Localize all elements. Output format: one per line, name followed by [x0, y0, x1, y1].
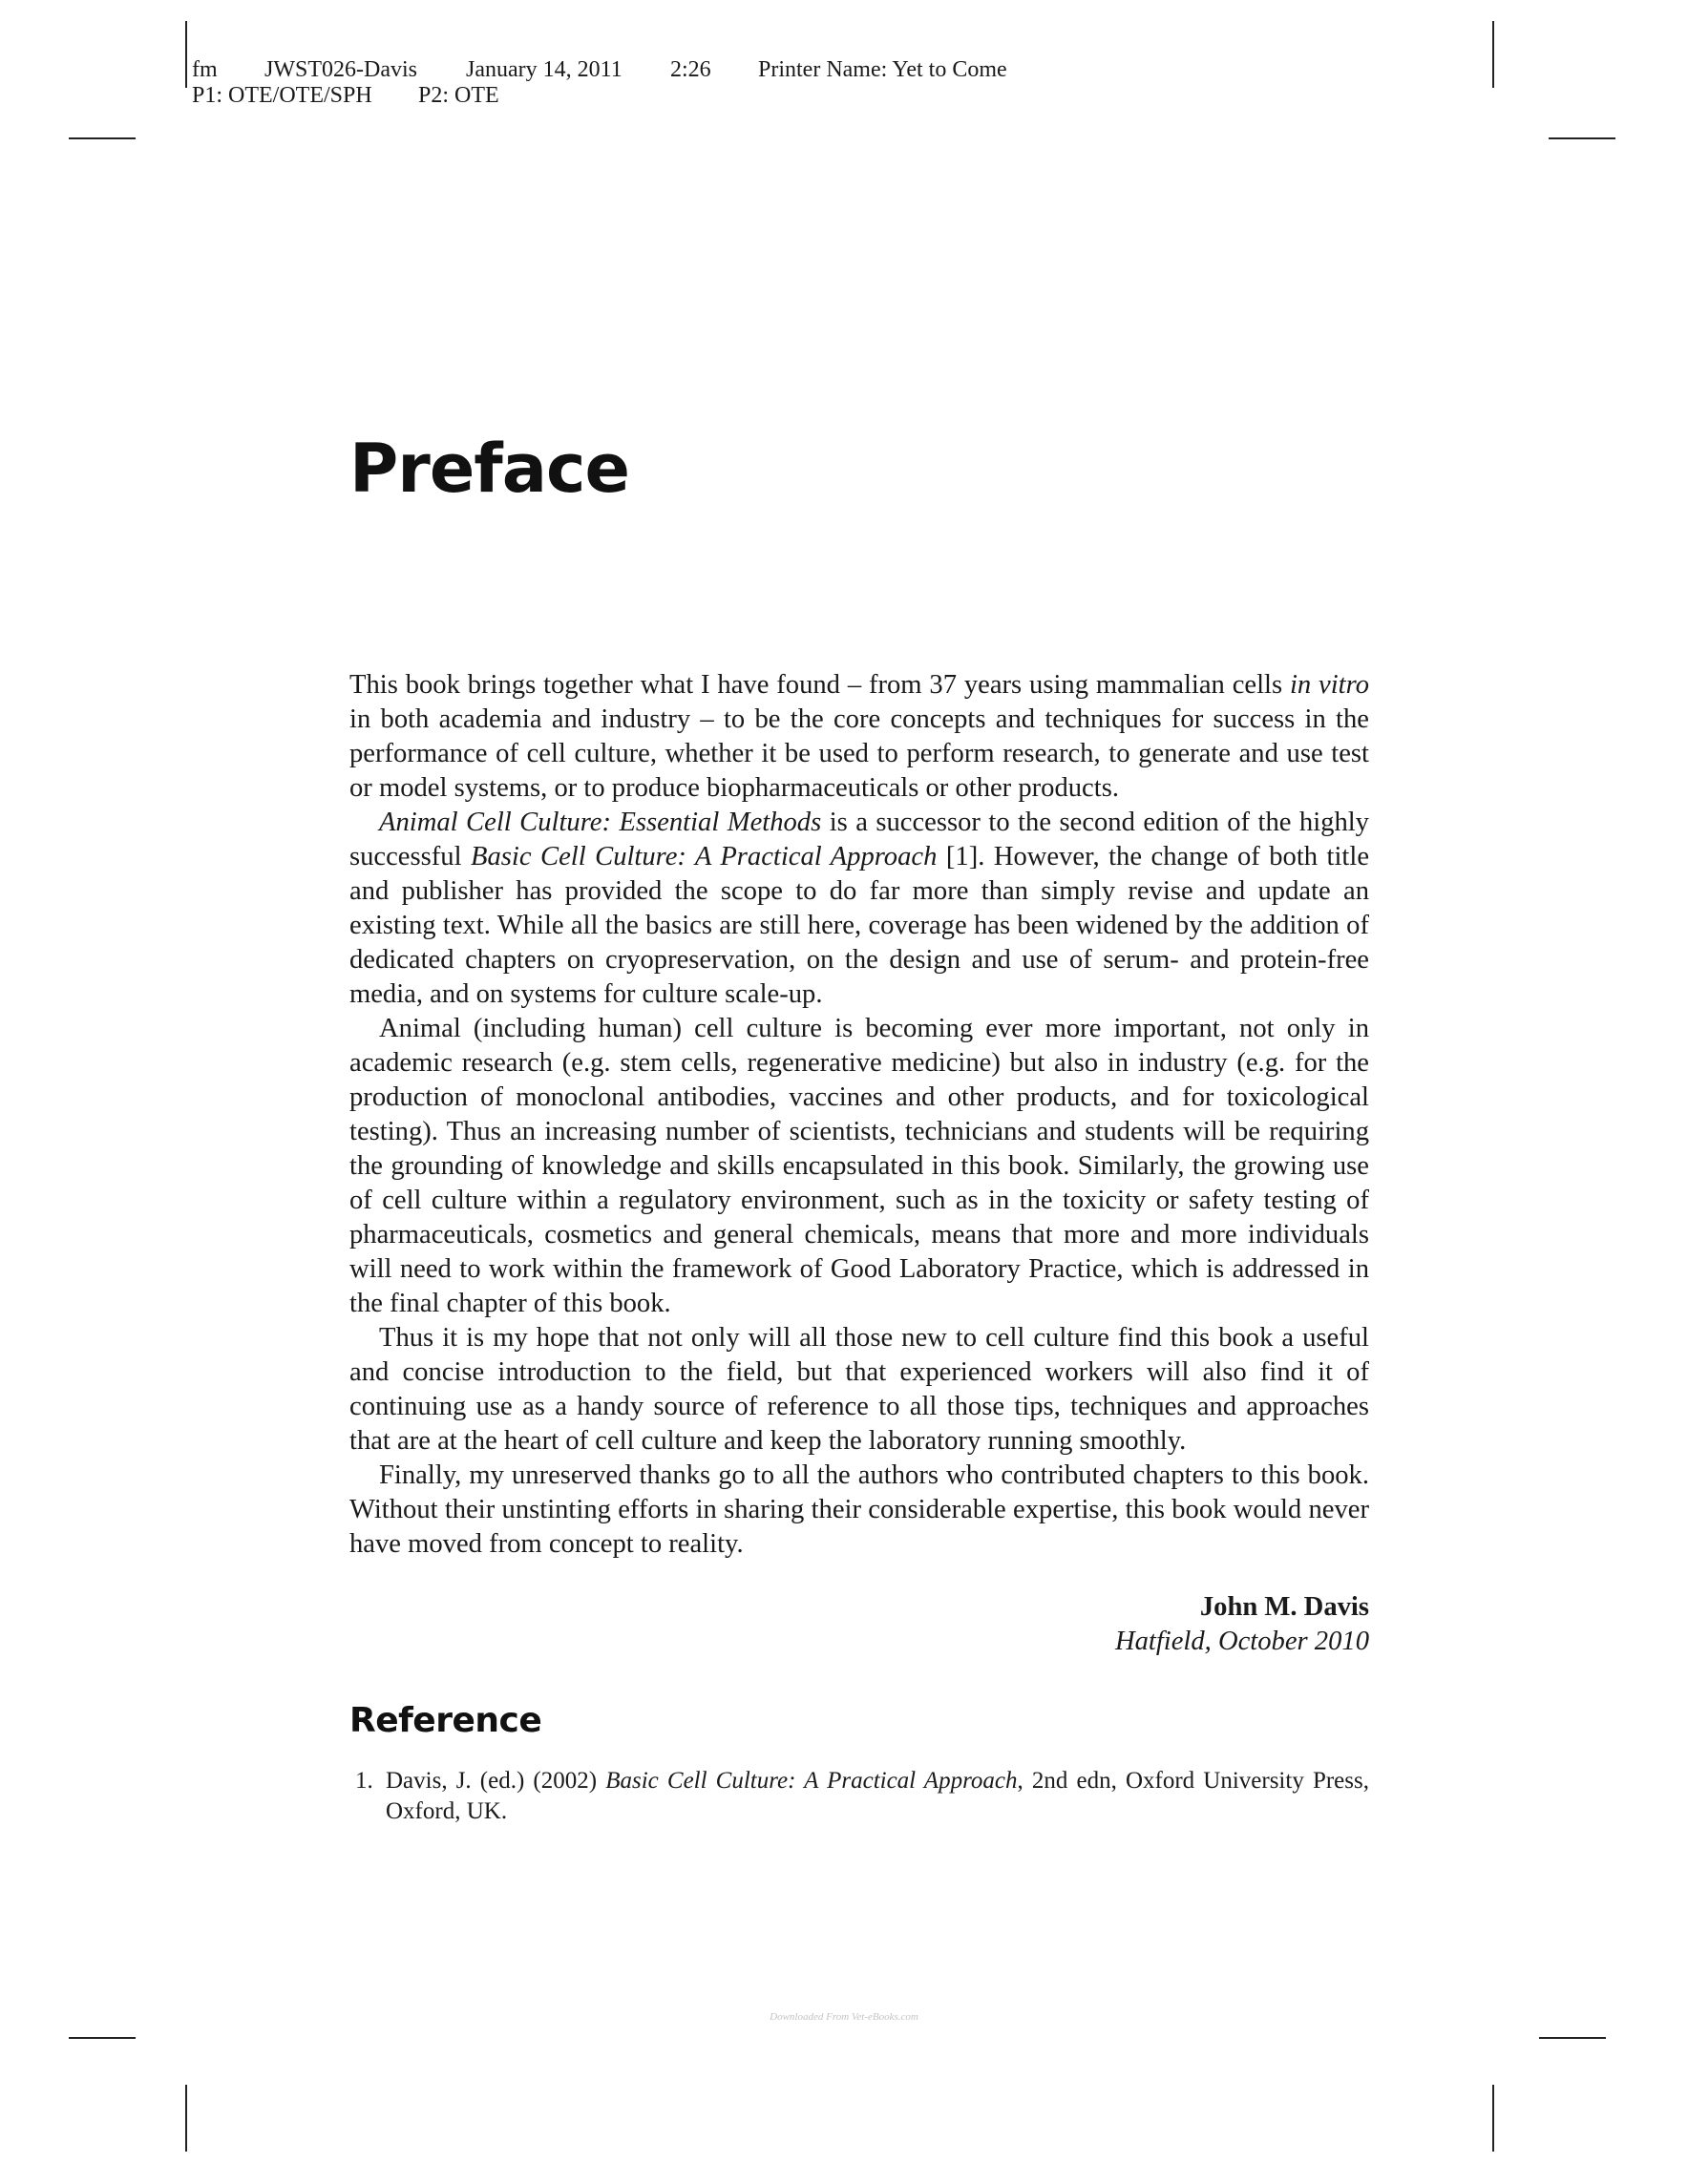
paragraph-5: Finally, my unreserved thanks go to all the authors who contributed chapters to this book. Without their unstinting efforts in sharing their considerable expertise, this book would never have moved from concept to reality. — [349, 1460, 1369, 1559]
reference-pre: Davis, J. (ed.) (2002) — [386, 1768, 606, 1794]
reference-heading: Reference — [349, 1701, 542, 1740]
running-header-line-2 — [192, 83, 1007, 109]
footer-watermark: Downloaded From Vet-eBooks.com — [770, 2011, 918, 2023]
header-job: JWST026-Davis — [264, 57, 417, 82]
reference-number: 1. — [355, 1768, 373, 1794]
paragraph-1-text-c: in both academia and industry – to be the core concepts and techniques for success in the performance of cell culture, whether it be used to perform research, to generate and use test or model systems, or to produce biopharmaceuticals or other products. — [349, 704, 1369, 803]
header-time: 2:26 — [670, 57, 711, 82]
page-title: Preface — [349, 430, 629, 508]
paragraph-1-text-a: This book brings together what I have found – from 37 years using mammalian cells — [349, 670, 1290, 700]
crop-mark-top-right-vertical — [1492, 21, 1494, 88]
header-p1: P1: OTE/OTE/SPH — [192, 83, 372, 108]
crop-mark-top-left-horizontal — [69, 137, 136, 139]
crop-mark-bottom-left-vertical — [185, 2085, 187, 2152]
paragraph-2-text-b: is a successor to the second edition of the highly successful — [349, 808, 1369, 872]
running-header-line-1 — [192, 57, 1007, 83]
author-name: John M. Davis — [1199, 1592, 1369, 1622]
crop-mark-bottom-left-horizontal — [69, 2037, 136, 2039]
place-date: Hatfield, October 2010 — [1114, 1627, 1369, 1656]
paragraph-3: Animal (including human) cell culture is becoming ever more important, not only in academic research (e.g. stem cells, regenerative medicine) but also in industry (e.g. for the production of monoclonal antibodies, vaccines and other products, and for toxicological testing). Thus an increasing number of scientists, technicians and students will be requiring the grounding of knowledge and skills encapsulated in this book. Similarly, the growing use of cell culture within a regulatory environment, such as in the toxicity or safety testing of pharmaceuticals, cosmetics and general chemicals, means that more and more individuals will need to work within the framework of Good Laboratory Practice, which is addressed in the final chapter of this book. — [349, 1014, 1369, 1318]
running-header — [192, 57, 1007, 109]
paragraph-2 — [349, 806, 1369, 1012]
crop-mark-top-left-vertical — [185, 21, 187, 88]
crop-mark-top-right-horizontal — [1549, 137, 1615, 139]
paragraph-2-book-title: Animal Cell Culture: Essential Methods — [379, 808, 822, 837]
signature-block — [349, 1590, 1369, 1659]
paragraph-4: Thus it is my hope that not only will all those new to cell culture find this book a useful and concise introduction to the field, but that experienced workers will also find it of continuing use as a handy source of reference to all those tips, techniques and approaches that are at the heart of cell culture and keep the laboratory running smoothly. — [349, 1323, 1369, 1456]
reference-item — [349, 1766, 1369, 1827]
crop-mark-bottom-right-vertical — [1492, 2085, 1494, 2152]
header-p2: P2: OTE — [418, 83, 499, 108]
header-code: fm — [192, 57, 218, 82]
header-date: January 14, 2011 — [466, 57, 622, 82]
paragraph-1 — [349, 668, 1369, 806]
paragraph-1-italic: in vitro — [1289, 670, 1369, 700]
reference-post: , 2nd edn, Oxford University Press, Oxford, UK. — [386, 1768, 1369, 1824]
preface-body — [349, 668, 1369, 1562]
header-printer: Printer Name: Yet to Come — [758, 57, 1007, 82]
reference-title: Basic Cell Culture: A Practical Approach — [605, 1768, 1018, 1794]
reference-list — [349, 1766, 1369, 1827]
paragraph-2-text-d: [1]. However, the change of both title and publisher has provided the scope to do far more than simply revise and update an existing text. While all the basics are still here, coverage has been widened by the addition of dedicated chapters on cryopreservation, on the design and use of serum- and protein-free media, and on systems for culture scale-up. — [349, 842, 1370, 1009]
paragraph-2-prev-title: Basic Cell Culture: A Practical Approach — [471, 842, 938, 872]
crop-mark-bottom-right-horizontal — [1539, 2037, 1606, 2039]
